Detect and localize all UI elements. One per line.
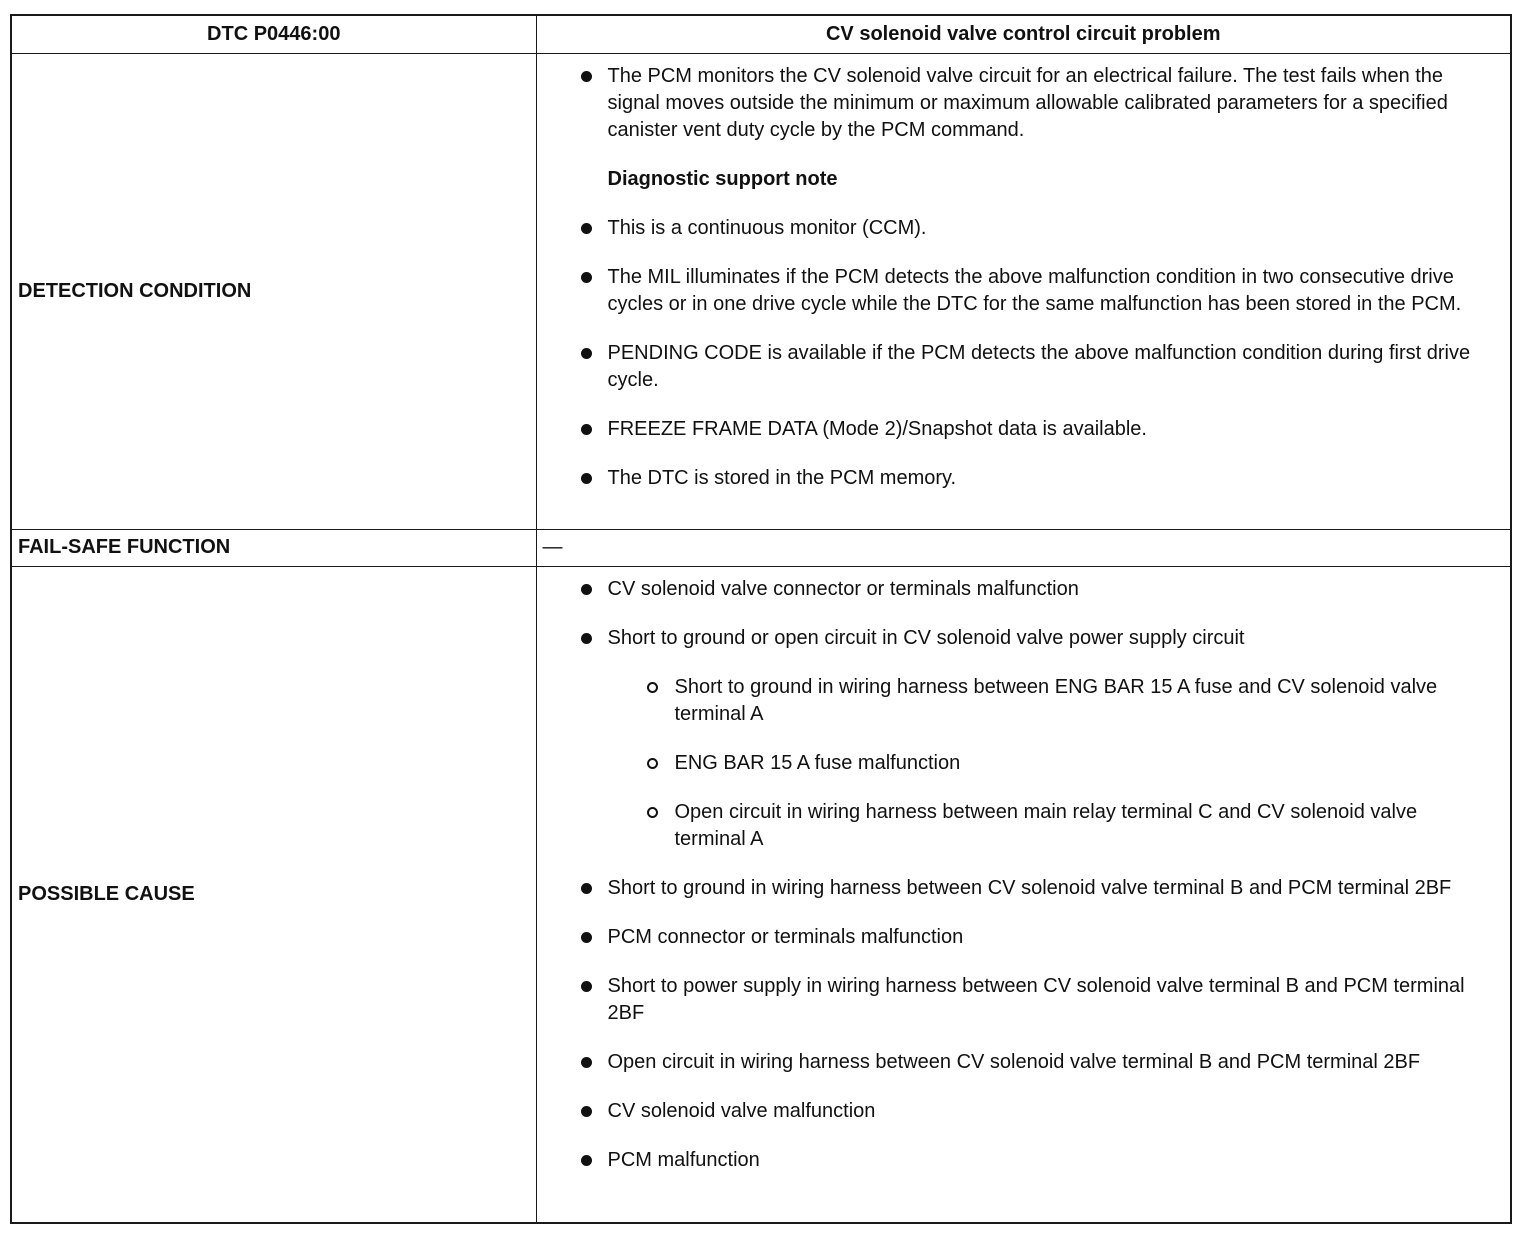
list-item-text: CV solenoid valve connector or terminals malfunction [607,577,1079,600]
list-item-text: The DTC is stored in the PCM memory. [607,467,957,489]
list-item [537,1098,1481,1125]
dtc-table [10,14,1512,1224]
bullet-icon [581,71,592,82]
bullet-icon [581,1155,592,1166]
circle-bullet-icon [647,682,658,693]
list-item-text: This is a continuous monitor (CCM). [607,217,927,239]
sub-list-item-text: Short to ground in wiring harness between ENG BAR 15 A fuse and CV solenoid valve terminal A [674,675,1438,725]
bullet-icon [581,223,592,234]
sub-list-item-text: ENG BAR 15 A fuse malfunction [674,751,961,774]
list-item [537,63,1481,144]
bullet-icon [581,272,592,283]
bullet-icon [581,1057,592,1068]
bullet-icon [581,883,592,894]
sub-list-item [537,799,1481,853]
list-item [537,340,1481,394]
list-item [537,924,1481,951]
list-item [537,875,1481,902]
bullet-icon [581,348,592,359]
causes-content [536,566,1511,1223]
list-item [537,416,1481,443]
sub-list-item-text: Open circuit in wiring harness between main relay terminal C and CV solenoid valve terminal A [674,800,1418,850]
bullet-icon [581,1106,592,1117]
causes-label: POSSIBLE CAUSE [11,566,536,1223]
header-row [11,15,1511,54]
list-item-text: Short to power supply in wiring harness between CV solenoid valve terminal B and PCM terminal 2BF [607,974,1465,1024]
list-item-text: PCM malfunction [607,1148,760,1171]
sub-list-item [537,750,1481,777]
dtc-title: CV solenoid valve control circuit problem [536,15,1511,54]
circle-bullet-icon [647,807,658,818]
causes-row [11,566,1511,1223]
failsafe-row [11,529,1511,566]
detection-row [11,54,1511,530]
list-item [537,264,1481,318]
dtc-code: DTC P0446:00 [11,15,536,54]
list-item-text: FREEZE FRAME DATA (Mode 2)/Snapshot data is available. [607,418,1147,440]
failsafe-label: FAIL-SAFE FUNCTION [11,529,536,566]
bullet-icon [581,473,592,484]
list-item-text: Open circuit in wiring harness between CV solenoid valve terminal B and PCM terminal 2BF [607,1050,1421,1073]
list-item-text: Short to ground or open circuit in CV solenoid valve power supply circuit [607,626,1245,649]
list-item [537,1049,1481,1076]
note-heading: Diagnostic support note [607,168,838,190]
list-item [537,465,1481,492]
list-item [537,625,1481,652]
failsafe-value: — [536,529,1511,566]
list-item-text: The MIL illuminates if the PCM detects the above malfunction condition in two consecutive drive cycles or in one drive cycle while the DTC for the same malfunction has been stored in the PCM. [607,266,1462,315]
list-item [537,1147,1481,1174]
list-item-text: PENDING CODE is available if the PCM detects the above malfunction condition during first drive cycle. [607,342,1471,391]
bullet-icon [581,633,592,644]
sub-list-item [537,674,1481,728]
list-item [537,215,1481,242]
circle-bullet-icon [647,758,658,769]
list-item-text: Short to ground in wiring harness between CV solenoid valve terminal B and PCM terminal 2BF [607,876,1452,899]
list-item-text: The PCM monitors the CV solenoid valve circuit for an electrical failure. The test fails when the signal moves outside the minimum or maximum allowable calibrated parameters for a specified canister vent duty cycle by the PCM command. [607,65,1448,141]
bullet-icon [581,981,592,992]
bullet-icon [581,584,592,595]
bullet-icon [581,424,592,435]
list-item-text: CV solenoid valve malfunction [607,1099,876,1122]
list-item [537,576,1481,603]
list-item [537,973,1481,1027]
bullet-icon [581,932,592,943]
detection-content [536,54,1511,530]
list-item-text: PCM connector or terminals malfunction [607,925,964,948]
detection-label: DETECTION CONDITION [11,54,536,530]
